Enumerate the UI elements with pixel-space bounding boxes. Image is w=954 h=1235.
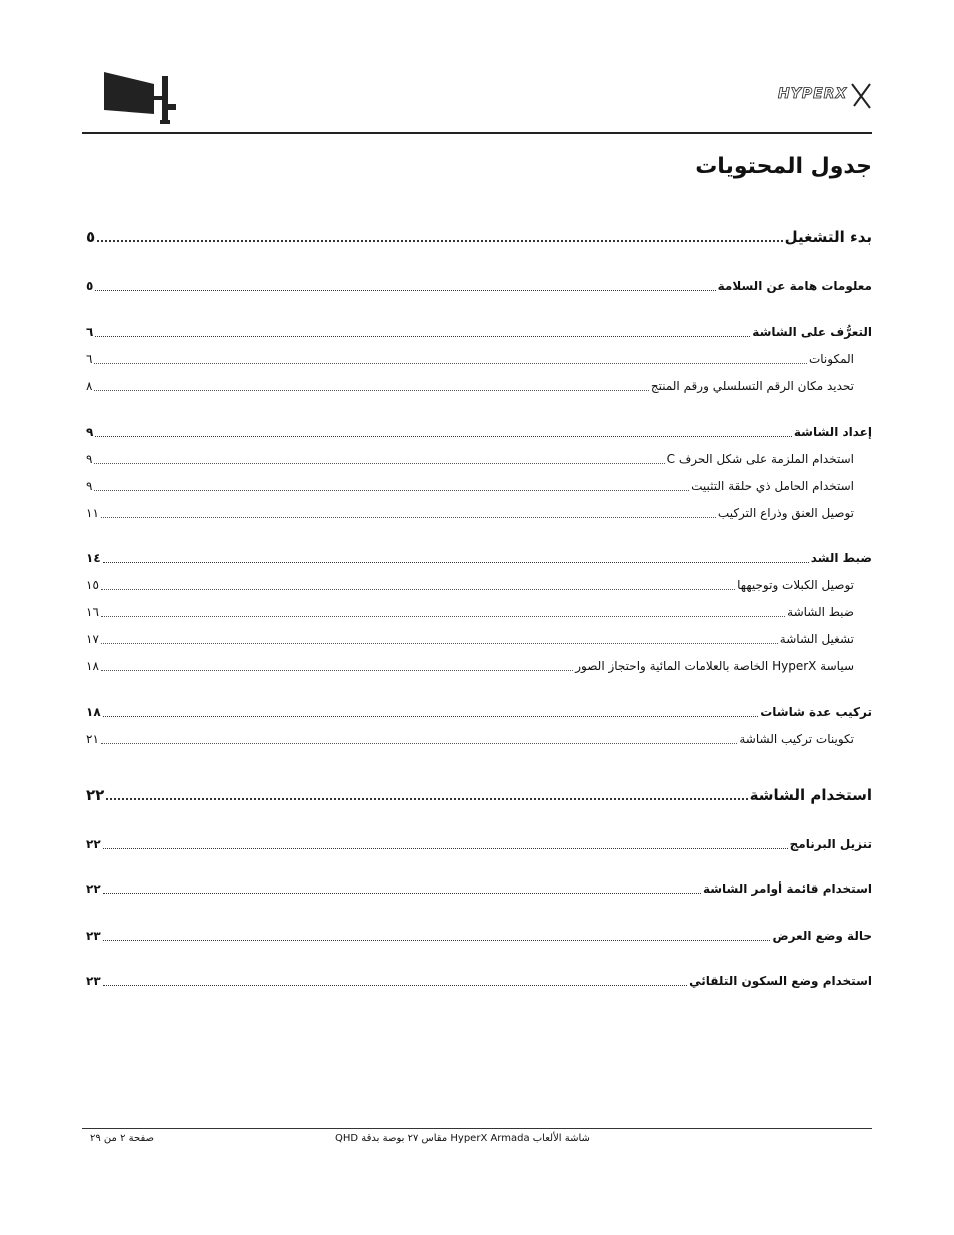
toc-entry[interactable] [86,549,872,567]
toc-entry[interactable] [86,880,872,898]
toc-entry[interactable] [86,730,854,748]
toc-entry-page-number: ٩ [86,452,93,466]
dot-leader [95,290,715,291]
toc-entry-page-number: ٢٢ [86,786,105,804]
dot-leader [101,743,737,744]
toc-entry-page-number: ١٥ [86,578,99,592]
toc-entry-page-number: ١٧ [86,632,99,646]
toc-entry-label: معلومات هامة عن السلامة [717,279,872,293]
toc-entry[interactable] [86,423,872,441]
toc-entry-label: توصيل الكبلات وتوجيهها [737,578,854,592]
toc-entry-label: حالة وضع العرض [772,929,872,943]
toc-entry-page-number: ٨ [86,379,93,393]
toc-entry-label: تنزيل البرنامج [789,837,872,851]
footer-document-title: شاشة الألعاب HyperX Armada مقاس ٢٧ بوصة بدقة QHD [335,1133,590,1144]
footer-page-number: صفحة ٢ من ٢٩ [90,1133,154,1144]
toc-entry[interactable] [86,477,854,495]
dot-leader [101,517,716,518]
dot-leader [101,589,735,590]
toc-entry-page-number: ١٨ [86,659,99,673]
toc-entry-page-number: ٦ [86,325,94,339]
dot-leader [103,940,771,941]
toc-entry-page-number: ١٦ [86,605,99,619]
toc-entry-page-number: ٦ [86,352,93,366]
toc-entry-page-number: ١١ [86,506,99,520]
toc-entry-page-number: ٥ [86,279,94,293]
toc-entry-page-number: ٢٢ [86,882,101,896]
dot-leader [97,240,783,242]
toc-entry[interactable] [86,786,872,804]
toc-entry-label: ضبط الشاشة [787,605,854,619]
dot-leader [95,336,750,337]
dot-leader [103,985,687,986]
dot-leader [103,848,788,849]
toc-entry[interactable] [86,603,854,621]
toc-entry-label: التعرُّف على الشاشة [752,325,872,339]
dot-leader [101,643,778,644]
toc-entry-page-number: ٥ [86,228,96,246]
toc-entry[interactable] [86,277,872,295]
toc-entry[interactable] [86,576,854,594]
toc-entry[interactable] [86,630,854,648]
toc-entry[interactable] [86,927,872,945]
dot-leader [103,716,759,717]
toc-entry-label: استخدام قائمة أوامر الشاشة [702,882,872,896]
toc-entry[interactable] [86,703,872,721]
toc-entry-page-number: ٢٢ [86,837,101,851]
toc-entry-label: استخدام الشاشة [749,786,872,804]
dot-leader [103,562,809,563]
toc-entry-page-number: ٢١ [86,732,99,746]
monitor-arm-icon [102,70,182,126]
toc-entry-label: سياسة HyperX الخاصة بالعلامات المائية واحتجاز الصور [575,659,854,673]
dot-leader [94,463,664,464]
toc-entry-label: استخدام وضع السكون التلقائي [689,974,872,988]
dot-leader [101,616,785,617]
footer-divider [82,1128,872,1129]
toc-entry-page-number: ٩ [86,479,93,493]
toc-entry[interactable] [86,972,872,990]
toc-entry[interactable] [86,450,854,468]
dot-leader [103,893,701,894]
toc-entry-page-number: ١٨ [86,705,101,719]
toc-entry-label: تشغيل الشاشة [779,632,854,646]
dot-leader [94,390,648,391]
toc-entry[interactable] [86,835,872,853]
toc-entry-page-number: ٢٣ [86,929,101,943]
toc-entry[interactable] [86,657,854,675]
toc-entry-label: بدء التشغيل [784,228,872,246]
toc-entry-page-number: ٩ [86,425,94,439]
toc-entry-label: تحديد مكان الرقم التسلسلي ورقم المنتج [650,379,854,393]
toc-entry-page-number: ١٤ [86,551,101,565]
page-title: جدول المحتويات [695,154,872,179]
toc-entry[interactable] [86,323,872,341]
dot-leader [101,670,573,671]
dot-leader [94,490,689,491]
dot-leader [106,798,747,800]
toc-entry-label: المكونات [808,352,854,366]
toc-entry-label: تركيب عدة شاشات [760,705,872,719]
toc-entry[interactable] [86,350,854,368]
toc-entry-label: توصيل العنق وذراع التركيب [717,506,854,520]
toc-entry[interactable] [86,504,854,522]
hyperx-logo-text: HYPERX [778,86,848,102]
toc-entry-label: إعداد الشاشة [793,425,872,439]
header-divider [82,132,872,134]
toc-entry-label: ضبط الشد [810,551,872,565]
toc-entry[interactable] [86,377,854,395]
dot-leader [95,436,792,437]
toc-entry-label: استخدام الحامل ذي حلقة التثبيت [691,479,854,493]
dot-leader [94,363,807,364]
toc-entry-page-number: ٢٣ [86,974,101,988]
toc-entry-label: استخدام الملزمة على شكل الحرف C [666,452,854,466]
toc-entry[interactable] [86,228,872,246]
toc-entry-label: تكوينات تركيب الشاشة [739,732,854,746]
hyperx-logo [776,78,872,112]
